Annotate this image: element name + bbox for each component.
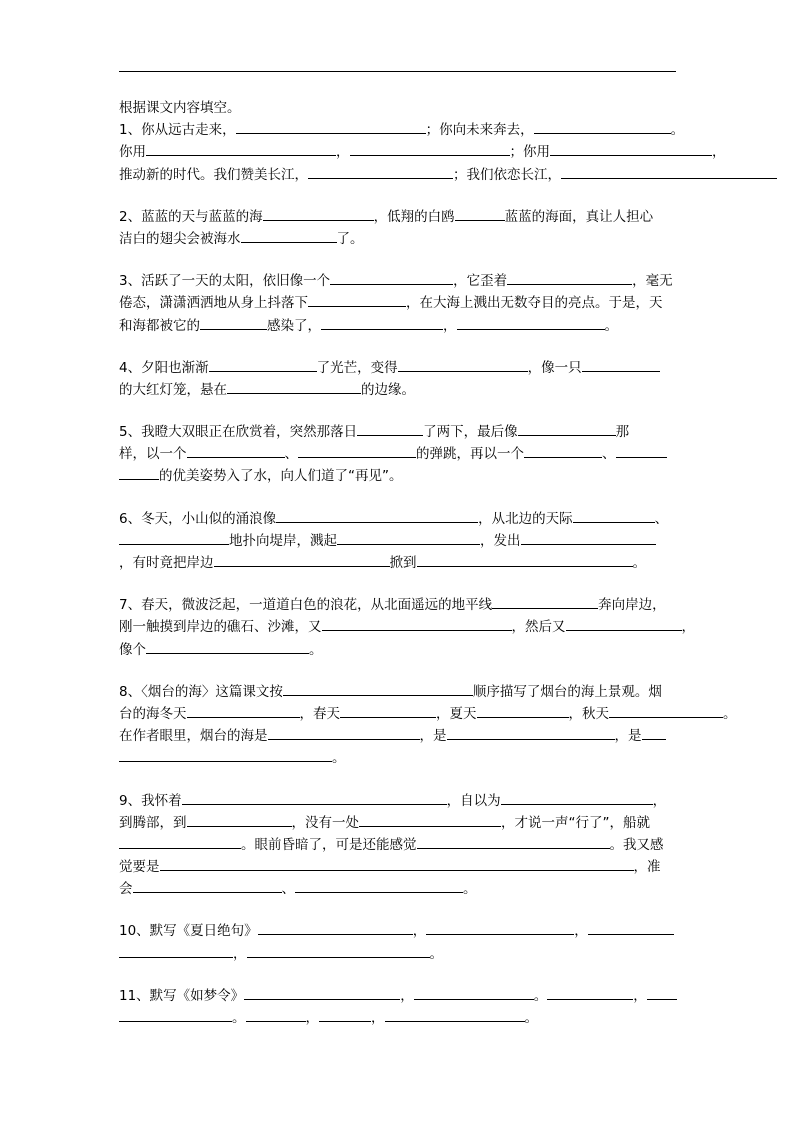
question-text: 的优美姿势入了水，向人们道了“再见”。	[159, 468, 403, 485]
answer-blank[interactable]	[357, 421, 423, 436]
question-text: 的大红灯笼，悬在	[119, 381, 227, 398]
question-line	[119, 747, 794, 769]
answer-blank[interactable]	[547, 985, 633, 1000]
question-text: 。	[632, 555, 646, 571]
answer-blank[interactable]	[119, 747, 332, 762]
question-line	[119, 943, 794, 965]
question-text: 刚一触摸到岸边的礁石、沙滩，又	[119, 619, 322, 636]
question-q3	[119, 270, 794, 337]
question-line	[119, 164, 794, 186]
question-line	[119, 639, 794, 661]
question-text: ，自以为	[446, 792, 501, 809]
question-gap	[119, 250, 794, 270]
question-text: 。	[232, 1010, 246, 1026]
answer-blank[interactable]	[298, 443, 416, 458]
question-text: ，然后又	[511, 619, 566, 636]
question-text: ，	[371, 1010, 385, 1026]
question-text: ，是	[419, 728, 447, 745]
question-gap	[119, 337, 794, 357]
question-line	[119, 421, 794, 443]
answer-blank[interactable]	[119, 465, 159, 480]
answer-blank[interactable]	[244, 985, 400, 1000]
answer-blank[interactable]	[187, 812, 292, 827]
question-text: 的边缘。	[361, 381, 415, 398]
answer-blank[interactable]	[236, 119, 426, 134]
question-text: ，	[681, 619, 695, 636]
answer-blank[interactable]	[187, 703, 300, 718]
question-text: ；你向未来奔去，	[425, 122, 534, 139]
question-line	[119, 443, 794, 465]
answer-blank[interactable]	[350, 141, 510, 156]
question-line	[119, 228, 794, 250]
question-line	[119, 790, 794, 812]
question-text: ，	[633, 987, 647, 1004]
question-line	[119, 681, 794, 703]
question-line	[119, 920, 794, 942]
question-text: ，像一只	[527, 359, 582, 376]
answer-blank[interactable]	[642, 725, 666, 740]
question-q8	[119, 681, 794, 770]
question-line	[119, 530, 794, 552]
question-line	[119, 357, 794, 379]
question-text: ，春天	[299, 705, 340, 722]
question-text: 8、〈烟台的海〉这篇课文按	[119, 683, 283, 700]
question-line	[119, 594, 794, 616]
question-text: ，是	[614, 728, 642, 745]
question-line	[119, 465, 794, 487]
question-text: 7、春天，微波泛起，一道道白色的浪花，从北面遥远的地平线	[119, 597, 493, 614]
question-text: ，	[412, 923, 427, 940]
question-text: ，才说一声“行了”，船就	[501, 814, 650, 831]
question-text: ，从北边的天际	[478, 510, 573, 527]
answer-blank[interactable]	[455, 206, 505, 221]
question-text: ，准	[633, 859, 661, 876]
question-text: 那	[615, 424, 630, 441]
question-text: 掀到	[389, 555, 417, 571]
answer-blank[interactable]	[417, 552, 633, 567]
answer-blank[interactable]	[133, 878, 282, 893]
worksheet	[119, 97, 794, 1029]
question-text: 2、蓝蓝的天与蓝蓝的海	[119, 208, 263, 225]
question-text: 。我又感	[609, 836, 664, 853]
question-text: 洁白的翅尖会被海水	[119, 230, 241, 247]
question-text: 10、默写《夏日绝句》	[119, 923, 258, 940]
question-gap	[119, 488, 794, 508]
question-line	[119, 703, 794, 725]
question-text: 奔向岸边，	[598, 597, 666, 614]
answer-blank[interactable]	[398, 357, 528, 372]
question-text: 样，以一个	[119, 446, 187, 463]
answer-blank[interactable]	[321, 315, 443, 330]
question-line	[119, 141, 794, 163]
answer-blank[interactable]	[295, 878, 463, 893]
question-text: ；我们依恋长江，	[453, 166, 561, 183]
question-text: ，	[574, 923, 588, 940]
question-text: 4、夕阳也渐渐	[119, 359, 209, 376]
answer-blank[interactable]	[308, 164, 453, 179]
question-line	[119, 206, 794, 228]
answer-blank[interactable]	[417, 834, 610, 849]
question-text: 、	[602, 446, 616, 463]
question-text: 。眼前昏暗了，可是还能感觉	[241, 836, 417, 853]
question-text: 觉要是	[119, 859, 160, 876]
answer-blank[interactable]	[582, 357, 660, 372]
question-text: 感染了，	[267, 317, 321, 334]
answer-blank[interactable]	[119, 834, 241, 849]
question-q6	[119, 508, 794, 575]
question-q2	[119, 206, 794, 250]
question-text: 。	[533, 987, 548, 1004]
answer-blank[interactable]	[119, 943, 233, 958]
question-text: ，	[305, 1010, 319, 1026]
question-q10	[119, 920, 794, 964]
question-text: 顺序描写了烟台的海上景观。烟	[472, 683, 662, 700]
question-text: ，在大海上溅出无数夺目的亮点。于是，天	[406, 295, 663, 312]
question-text: 。	[429, 945, 443, 962]
answer-blank[interactable]	[146, 639, 309, 654]
question-text: 11、默写《如梦令》	[119, 987, 245, 1004]
question-q4	[119, 357, 794, 401]
question-text: ，夏天	[436, 705, 477, 722]
question-line	[119, 1007, 794, 1029]
answer-blank[interactable]	[146, 141, 336, 156]
answer-blank[interactable]	[647, 985, 677, 1000]
answer-blank[interactable]	[550, 141, 712, 156]
question-text: ，	[336, 144, 350, 161]
question-text: 1、你从远古走来，	[119, 122, 236, 139]
question-text: 会	[119, 881, 133, 898]
question-gap	[119, 574, 794, 594]
answer-blank[interactable]	[119, 530, 229, 545]
answer-blank[interactable]	[588, 920, 674, 935]
question-text: ，	[233, 945, 247, 962]
question-text: ，秋天	[568, 705, 609, 722]
header-rule	[119, 71, 676, 72]
answer-blank[interactable]	[263, 206, 374, 221]
answer-blank[interactable]	[457, 315, 605, 330]
question-text: ，毫无	[632, 273, 673, 290]
question-line	[119, 552, 794, 574]
answer-blank[interactable]	[160, 856, 634, 871]
answer-blank[interactable]	[561, 164, 777, 179]
answer-blank[interactable]	[616, 443, 667, 458]
question-gap	[119, 965, 794, 985]
question-gap	[119, 401, 794, 421]
answer-blank[interactable]	[447, 725, 615, 740]
answer-blank[interactable]	[330, 270, 453, 285]
question-q7	[119, 594, 794, 661]
answer-blank[interactable]	[322, 616, 512, 631]
question-line	[119, 856, 794, 878]
question-text: ；你用	[509, 144, 550, 161]
answer-blank[interactable]	[521, 530, 656, 545]
question-text: 、	[654, 510, 669, 527]
question-text: ，	[443, 317, 457, 334]
answer-blank[interactable]	[385, 1007, 525, 1022]
question-text: 蓝蓝的海面，真让人担心	[504, 208, 654, 225]
question-text: ，它歪着	[453, 273, 508, 290]
question-text: 。	[332, 750, 346, 767]
answer-blank[interactable]	[119, 1007, 232, 1022]
question-text: 你用	[119, 144, 146, 161]
question-text: ，发出	[480, 532, 521, 549]
question-text: ，	[400, 987, 414, 1004]
question-text: 倦态，潇潇洒洒地从身上抖落下	[119, 295, 308, 312]
answer-blank[interactable]	[573, 508, 655, 523]
question-text: 了光芒，变得	[316, 359, 398, 376]
question-text: 3、活跃了一天的太阳，依旧像一个	[119, 273, 331, 290]
question-q1	[119, 119, 794, 186]
question-text: ，没有一处	[291, 814, 359, 831]
question-text: 。	[723, 705, 737, 722]
question-q9	[119, 790, 794, 901]
question-line	[119, 119, 794, 141]
answer-blank[interactable]	[524, 443, 602, 458]
question-line	[119, 725, 794, 747]
answer-blank[interactable]	[241, 228, 337, 243]
question-text: 。	[670, 122, 685, 139]
answer-blank[interactable]	[534, 119, 671, 134]
question-text: 6、冬天，小山似的涌浪像	[119, 510, 277, 527]
question-text: 台的海冬天	[119, 705, 187, 722]
questions-list	[119, 119, 794, 1029]
question-text: 。	[524, 1010, 538, 1026]
answer-blank[interactable]	[507, 270, 632, 285]
question-line	[119, 878, 794, 900]
answer-blank[interactable]	[609, 703, 723, 718]
question-line	[119, 985, 794, 1007]
question-text: 地扑向堤岸，溅起	[229, 532, 337, 549]
question-text: ，有时竟把岸边	[119, 555, 214, 571]
answer-blank[interactable]	[246, 1007, 306, 1022]
answer-blank[interactable]	[337, 530, 480, 545]
question-text: 在作者眼里，烟台的海是	[119, 728, 268, 745]
question-text: 、	[281, 881, 295, 898]
question-text: 5、我瞪大双眼正在欣赏着，突然那落日	[119, 424, 358, 441]
answer-blank[interactable]	[477, 703, 569, 718]
question-line	[119, 616, 794, 638]
answer-blank[interactable]	[258, 920, 413, 935]
question-text: 到腾部，到	[119, 814, 187, 831]
question-line	[119, 834, 794, 856]
question-text: 的弹跳，再以一个	[416, 446, 524, 463]
question-text: 。	[309, 641, 323, 658]
answer-blank[interactable]	[414, 985, 534, 1000]
answer-blank[interactable]	[283, 681, 473, 696]
question-gap	[119, 186, 794, 206]
question-text: 推动新的时代。我们赞美长江，	[119, 166, 308, 183]
answer-blank[interactable]	[247, 943, 430, 958]
answer-blank[interactable]	[187, 443, 285, 458]
question-q11	[119, 985, 794, 1029]
answer-blank[interactable]	[276, 508, 478, 523]
question-text: ，低翔的白鸥	[373, 208, 455, 225]
instruction: 根据课文内容填空。	[119, 100, 241, 116]
question-text: ，	[652, 792, 667, 809]
answer-blank[interactable]	[214, 552, 390, 567]
answer-blank[interactable]	[566, 616, 682, 631]
question-q5	[119, 421, 794, 488]
answer-blank[interactable]	[492, 594, 598, 609]
answer-blank[interactable]	[182, 790, 447, 805]
answer-blank[interactable]	[268, 725, 420, 740]
answer-blank[interactable]	[308, 292, 406, 307]
answer-blank[interactable]	[200, 315, 267, 330]
question-text: 了。	[336, 230, 364, 247]
question-text: 。	[463, 881, 477, 898]
question-text: 了两下，最后像	[423, 424, 518, 441]
answer-blank[interactable]	[359, 812, 501, 827]
question-gap	[119, 661, 794, 681]
answer-blank[interactable]	[426, 920, 574, 935]
answer-blank[interactable]	[227, 379, 361, 394]
question-gap	[119, 770, 794, 790]
question-line	[119, 508, 794, 530]
question-text: 像个	[119, 641, 146, 658]
question-line	[119, 315, 794, 337]
question-gap	[119, 900, 794, 920]
question-line	[119, 292, 794, 314]
question-text: 、	[284, 446, 298, 463]
answer-blank[interactable]	[501, 790, 653, 805]
question-text: ，	[712, 144, 726, 161]
question-line	[119, 270, 794, 292]
answer-blank[interactable]	[209, 357, 317, 372]
question-text: 。	[604, 317, 618, 334]
question-text: 9、我怀着	[119, 792, 182, 809]
question-line	[119, 379, 794, 401]
question-line	[119, 812, 794, 834]
answer-blank[interactable]	[518, 421, 616, 436]
answer-blank[interactable]	[319, 1007, 371, 1022]
answer-blank[interactable]	[340, 703, 436, 718]
question-text: 和海都被它的	[119, 317, 200, 334]
